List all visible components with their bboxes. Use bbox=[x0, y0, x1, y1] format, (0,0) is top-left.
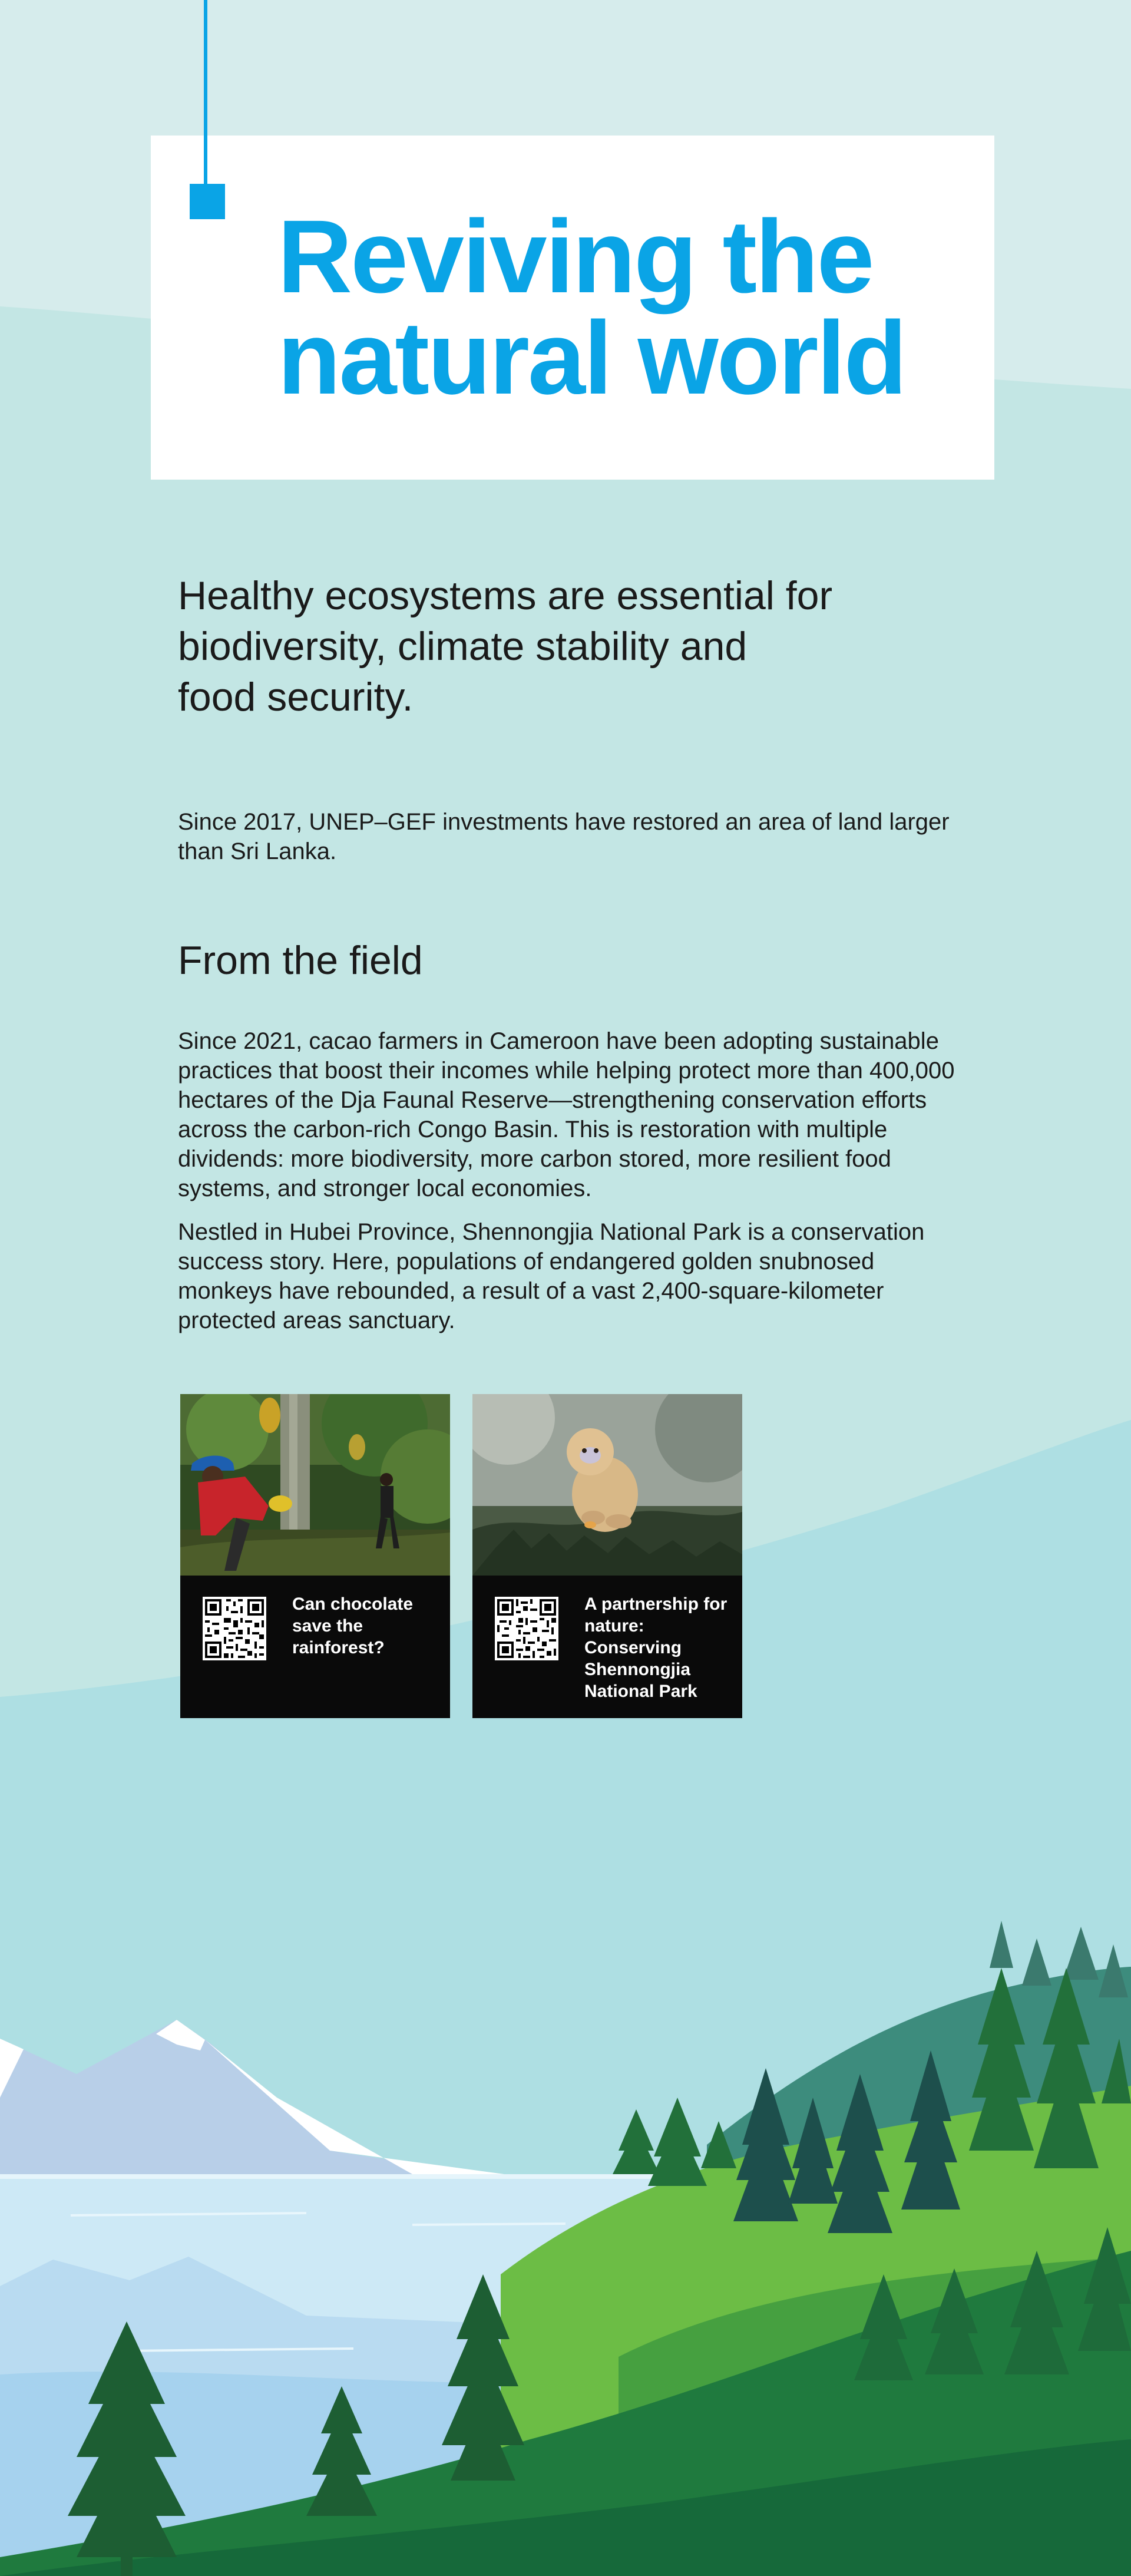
cameroon-cacao-paragraph bbox=[178, 1026, 1014, 1203]
paragraph-line: across the carbon-rich Congo Basin. This is restoration with multiple bbox=[178, 1117, 888, 1142]
caption-line: Can chocolate bbox=[292, 1594, 414, 1614]
title-line: natural world bbox=[277, 300, 905, 416]
cacao-farmer-photo bbox=[180, 1394, 450, 1576]
paragraph-line: practices that boost their incomes while helping protect more than 400,000 bbox=[178, 1058, 955, 1084]
shennongjia-paragraph bbox=[178, 1217, 1014, 1335]
lead-statement bbox=[178, 570, 944, 722]
page-title bbox=[277, 199, 984, 416]
impact-line: Since 2017, UNEP–GEF investments have restored an area of land larger bbox=[178, 809, 950, 835]
title-card bbox=[151, 136, 994, 480]
lead-line: food security. bbox=[178, 675, 414, 719]
paragraph-line: protected areas sanctuary. bbox=[178, 1307, 455, 1333]
caption-line: nature: bbox=[584, 1616, 644, 1636]
hanger-line bbox=[204, 0, 207, 189]
hanger-square bbox=[190, 184, 225, 219]
paragraph-line: monkeys have rebounded, a result of a vast 2,400-square-kilometer bbox=[178, 1278, 884, 1304]
caption-line: A partnership for bbox=[584, 1594, 727, 1614]
paragraph-line: dividends: more biodiversity, more carbon stored, more resilient food bbox=[178, 1146, 891, 1172]
paragraph-line: Nestled in Hubei Province, Shennongjia National Park is a conservation bbox=[178, 1219, 925, 1245]
qr-code-icon[interactable] bbox=[203, 1597, 266, 1660]
caption-line: save the bbox=[292, 1616, 363, 1636]
paragraph-line: hectares of the Dja Faunal Reserve—strengthening conservation efforts bbox=[178, 1087, 927, 1113]
story-card-chocolate[interactable] bbox=[180, 1394, 450, 1718]
golden-monkey-photo bbox=[472, 1394, 742, 1576]
paragraph-line: Since 2021, cacao farmers in Cameroon have been adopting sustainable bbox=[178, 1028, 939, 1054]
paragraph-line: systems, and stronger local economies. bbox=[178, 1175, 592, 1201]
caption-line: National Park bbox=[584, 1682, 697, 1701]
impact-statement bbox=[178, 807, 1014, 866]
impact-line: than Sri Lanka. bbox=[178, 838, 337, 864]
lead-line: biodiversity, climate stability and bbox=[178, 624, 748, 669]
caption-line: rainforest? bbox=[292, 1638, 385, 1657]
card-caption[interactable] bbox=[584, 1593, 732, 1702]
story-card-shennongjia[interactable] bbox=[472, 1394, 742, 1718]
card-caption[interactable] bbox=[292, 1593, 439, 1659]
lead-line: Healthy ecosystems are essential for bbox=[178, 573, 833, 618]
caption-line: Shennongjia bbox=[584, 1660, 690, 1679]
section-heading-from-the-field: From the field bbox=[178, 938, 423, 983]
title-line: Reviving the bbox=[277, 199, 873, 315]
paragraph-line: success story. Here, populations of endangered golden snubnosed bbox=[178, 1249, 875, 1274]
qr-code-icon[interactable] bbox=[495, 1597, 558, 1660]
caption-line: Conserving bbox=[584, 1638, 682, 1657]
